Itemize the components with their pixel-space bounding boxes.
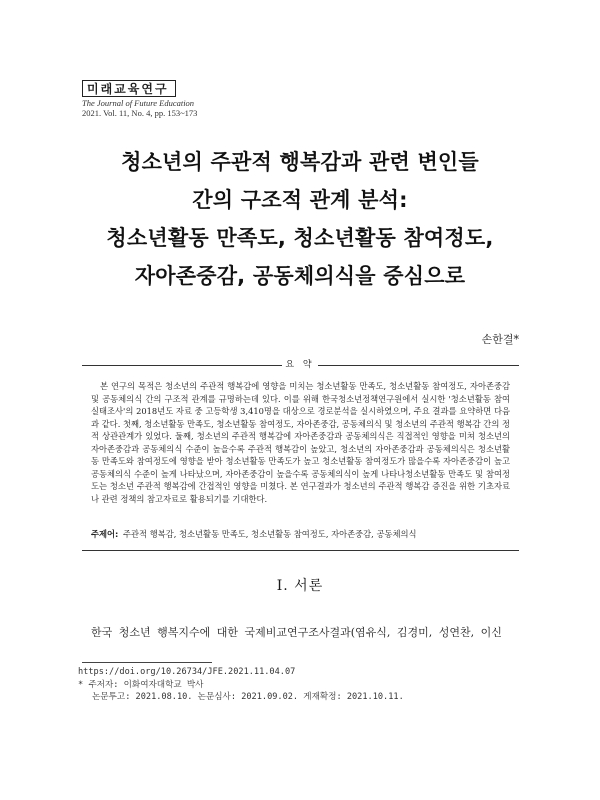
keywords-list: 주관적 행복감, 청소년활동 만족도, 청소년활동 참여정도, 자아존중감, 공동체의식 bbox=[123, 529, 417, 539]
journal-name-ko: 미래교육연구 bbox=[82, 80, 176, 97]
journal-masthead bbox=[82, 78, 292, 118]
footnote-dates: 논문투고: 2021.08.10. 논문심사: 2021.09.02. 게재확정: 2021.10.11. bbox=[92, 692, 404, 702]
paper-title bbox=[0, 148, 600, 300]
abstract-text: 본 연구의 목적은 청소년의 주관적 행복감에 영향을 미치는 청소년활동 만족도, 청소년활동 참여정도, 자아존중감 및 공동체의식 간의 구조적 관계를 규명하는데 있다. 이를 위해 한국청소년정책연구원에서 실시한 '청소년활동 참여 실태조사'의 2018년도 자료 중 고등학생 3,410명을 대상으로 경로분석을 실시하였으며, 주요 결과를 요약하면 다음과 같다. 첫째, 청소년활동 만족도, 청소년활동 참여정도, 자아존중감, 공동체의식 및 청소년의 주관적 행복감 간의 정적 상관관계가 있었다. 둘째, 청소년의 주관적 행복감에 자아존중감과 공동체의식은 직접적인 영향을 미쳐 청소년의 자아존중감과 공동체의식 수준이 높을수록 주관적 행복감이 높았고, 청소년의 자아존중감과 공동체의식은 청소년활동 만족도와 참여정도에 영향을 받아 청소년활동 만족도가 높고 청소년활동 참여정도가 많을수록 자아존중감이 높고 공동체의식 수준이 높게 나타났으며, 자아존중감이 높을수록 공동체의식이 높게 나타나청소년활동 만족도 및 참여정도는 청소년 주관적 행복감에 간접적인 영향을 미쳤다. 본 연구결과가 청소년의 주관적 행복감 증진을 위한 기초자료나 관련 정책의 참고자료로 활용되기를 기대한다. bbox=[91, 381, 510, 504]
journal-volume-info: 2021. Vol. 11, No. 4, pp. 153~173 bbox=[82, 108, 198, 118]
title-line: 청소년의 주관적 행복감과 관련 변인들 bbox=[121, 150, 479, 174]
footnote-corresponding-author: * 주저자: 이화여자대학교 박사 bbox=[78, 679, 204, 690]
footnote-rule bbox=[82, 662, 212, 663]
body-text: 한국 청소년 행복지수에 대한 국제비교연구조사결과(염유식, 김경미, 성연찬, 이신 bbox=[91, 626, 502, 639]
section-heading: Ⅰ. 서론 bbox=[276, 578, 324, 594]
doi-link[interactable]: https://doi.org/10.26734/JFE.2021.11.04.07 bbox=[78, 667, 296, 677]
title-line: 청소년활동 만족도, 청소년활동 참여정도, bbox=[106, 226, 494, 250]
footnotes bbox=[78, 666, 518, 704]
keywords-label: 주제어: bbox=[91, 529, 119, 539]
title-line: 자아존중감, 공동체의식을 중심으로 bbox=[134, 264, 466, 288]
keywords bbox=[91, 528, 510, 540]
abstract-heading: 요 약 bbox=[282, 359, 318, 371]
journal-name-en: The Journal of Future Education bbox=[82, 98, 195, 108]
author-name: 손한결* bbox=[481, 333, 519, 346]
abstract-bottom-rule bbox=[82, 550, 519, 551]
title-line: 간의 구조적 관계 분석: bbox=[192, 188, 408, 212]
